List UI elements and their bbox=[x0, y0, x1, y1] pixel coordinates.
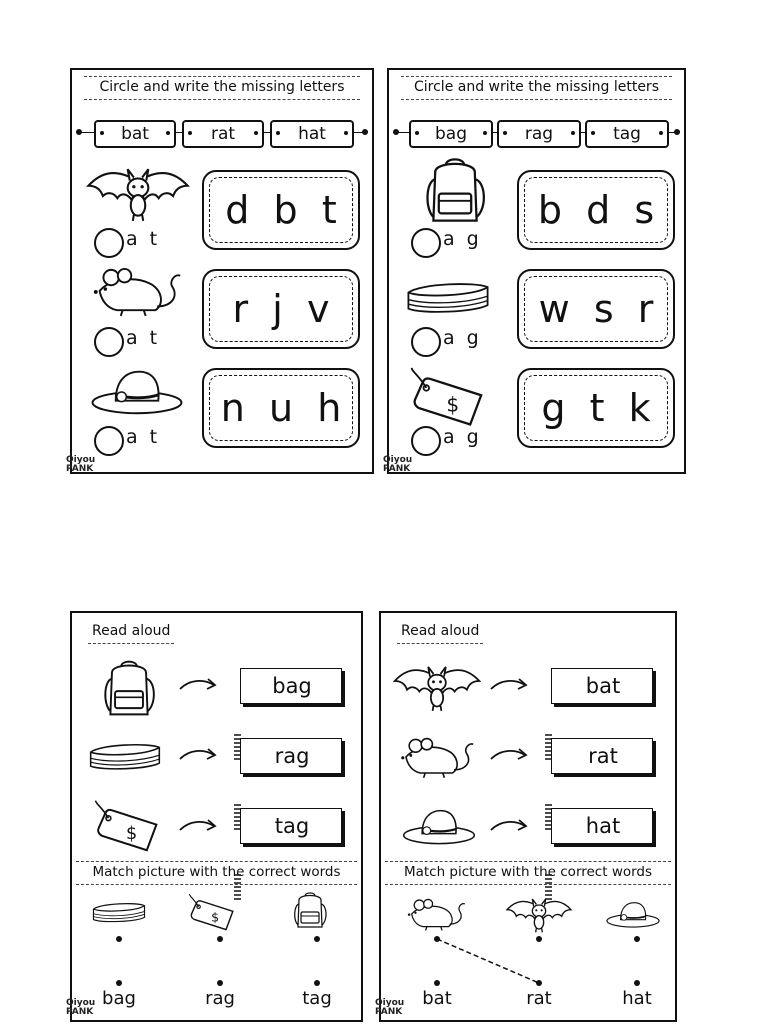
card-word: hat bbox=[585, 814, 621, 838]
arrow-icon bbox=[489, 816, 529, 836]
answer-text: a g bbox=[443, 327, 482, 349]
letter-options: r j v bbox=[232, 287, 330, 331]
answer-blank[interactable] bbox=[94, 426, 174, 454]
letter-options: b d s bbox=[537, 188, 655, 232]
section-title: Read aloud bbox=[88, 621, 174, 644]
read-aloud-left bbox=[66, 611, 363, 1022]
letter-box bbox=[202, 269, 360, 349]
answer-text: a t bbox=[126, 426, 161, 448]
match-dot[interactable] bbox=[217, 936, 223, 942]
arrow-icon bbox=[489, 675, 529, 695]
brand-logo: Qiyou PANK bbox=[66, 998, 96, 1017]
match-dot[interactable] bbox=[434, 936, 440, 942]
match-word: rag bbox=[205, 988, 235, 1009]
rat-icon bbox=[397, 733, 479, 781]
match-dot[interactable] bbox=[536, 980, 542, 986]
word-card bbox=[232, 808, 342, 844]
word-bar bbox=[393, 120, 680, 146]
bag-icon bbox=[419, 154, 491, 226]
arrow-icon bbox=[178, 675, 218, 695]
word-label: rag bbox=[524, 124, 554, 144]
page-title: Circle and write the missing letters bbox=[401, 76, 672, 100]
answer-blank[interactable] bbox=[411, 228, 491, 256]
arrow-icon bbox=[178, 745, 218, 765]
worksheet-right bbox=[383, 68, 686, 474]
card-word: rag bbox=[274, 744, 310, 768]
word-card bbox=[543, 668, 653, 704]
letter-box bbox=[517, 368, 675, 448]
bat-icon bbox=[86, 163, 190, 225]
word-box bbox=[94, 120, 176, 148]
answer-text: a g bbox=[443, 426, 482, 448]
tag-icon bbox=[94, 799, 166, 855]
word-card bbox=[543, 738, 653, 774]
letter-options: g t k bbox=[541, 386, 651, 430]
word-box bbox=[182, 120, 264, 148]
match-dot[interactable] bbox=[536, 936, 542, 942]
read-aloud-right bbox=[375, 611, 677, 1022]
answer-blank[interactable] bbox=[94, 327, 174, 355]
tag-icon bbox=[188, 893, 240, 933]
tag-icon bbox=[409, 366, 493, 430]
match-dot[interactable] bbox=[314, 936, 320, 942]
arrow-icon bbox=[178, 816, 218, 836]
word-label: bag bbox=[435, 124, 467, 144]
match-dot[interactable] bbox=[116, 936, 122, 942]
match-dot[interactable] bbox=[217, 980, 223, 986]
match-dot[interactable] bbox=[116, 980, 122, 986]
word-label: bat bbox=[121, 124, 149, 144]
page-title: Circle and write the missing letters bbox=[84, 76, 360, 100]
word-label: tag bbox=[613, 124, 641, 144]
answer-text: a t bbox=[126, 327, 161, 349]
card-word: bat bbox=[585, 674, 621, 698]
word-bar bbox=[76, 120, 368, 146]
arrow-icon bbox=[489, 745, 529, 765]
brand-logo: Qiyou PANK bbox=[66, 455, 96, 474]
bat-icon bbox=[393, 661, 481, 715]
match-dot[interactable] bbox=[634, 980, 640, 986]
rat-icon bbox=[90, 262, 186, 320]
worksheet-left bbox=[66, 68, 374, 474]
card-word: rat bbox=[588, 744, 618, 768]
circle-blank[interactable] bbox=[411, 228, 441, 258]
circle-blank[interactable] bbox=[411, 327, 441, 357]
letter-options: w s r bbox=[538, 287, 654, 331]
match-title: Match picture with the correct words bbox=[76, 861, 357, 885]
circle-blank[interactable] bbox=[94, 426, 124, 456]
answer-blank[interactable] bbox=[411, 426, 491, 454]
word-label: hat bbox=[298, 124, 326, 144]
match-word: bag bbox=[102, 988, 136, 1009]
circle-blank[interactable] bbox=[411, 426, 441, 456]
word-box bbox=[585, 120, 669, 148]
match-word: tag bbox=[302, 988, 332, 1009]
word-label: rat bbox=[210, 124, 236, 144]
word-box bbox=[409, 120, 493, 148]
word-box bbox=[497, 120, 581, 148]
answer-blank[interactable] bbox=[94, 228, 174, 256]
circle-blank[interactable] bbox=[94, 327, 124, 357]
card-word: bag bbox=[272, 674, 312, 698]
section-title: Read aloud bbox=[397, 621, 483, 644]
word-box bbox=[270, 120, 354, 148]
card-word: tag bbox=[274, 814, 310, 838]
match-word: hat bbox=[622, 988, 652, 1009]
word-card bbox=[232, 668, 342, 704]
match-dot[interactable] bbox=[314, 980, 320, 986]
letter-box bbox=[202, 368, 360, 448]
letter-options: n u h bbox=[220, 386, 342, 430]
letter-box bbox=[202, 170, 360, 250]
rag-icon bbox=[403, 274, 493, 320]
match-title: Match picture with the correct words bbox=[385, 861, 671, 885]
word-card bbox=[543, 808, 653, 844]
hat-icon bbox=[88, 362, 186, 420]
letter-box bbox=[517, 170, 675, 250]
rag-icon bbox=[90, 897, 148, 927]
bat-icon bbox=[503, 895, 575, 935]
answer-text: a t bbox=[126, 228, 161, 250]
match-dot[interactable] bbox=[634, 936, 640, 942]
spiral-icon bbox=[232, 812, 242, 962]
hat-icon bbox=[399, 803, 479, 849]
word-card bbox=[232, 738, 342, 774]
spiral-icon bbox=[543, 812, 553, 962]
match-word: bat bbox=[422, 988, 452, 1009]
letter-options: d b t bbox=[225, 188, 337, 232]
circle-blank[interactable] bbox=[94, 228, 124, 258]
rat-icon bbox=[405, 895, 469, 933]
match-word: rat bbox=[526, 988, 552, 1009]
brand-logo: Qiyou PANK bbox=[383, 455, 413, 474]
brand-logo: Qiyou PANK bbox=[375, 998, 405, 1017]
hat-icon bbox=[603, 897, 663, 931]
match-dot[interactable] bbox=[434, 980, 440, 986]
bag-icon bbox=[98, 657, 160, 719]
answer-blank[interactable] bbox=[411, 327, 491, 355]
answer-text: a g bbox=[443, 228, 482, 250]
letter-box bbox=[517, 269, 675, 349]
bag-icon bbox=[290, 889, 330, 931]
rag-icon bbox=[86, 735, 164, 777]
